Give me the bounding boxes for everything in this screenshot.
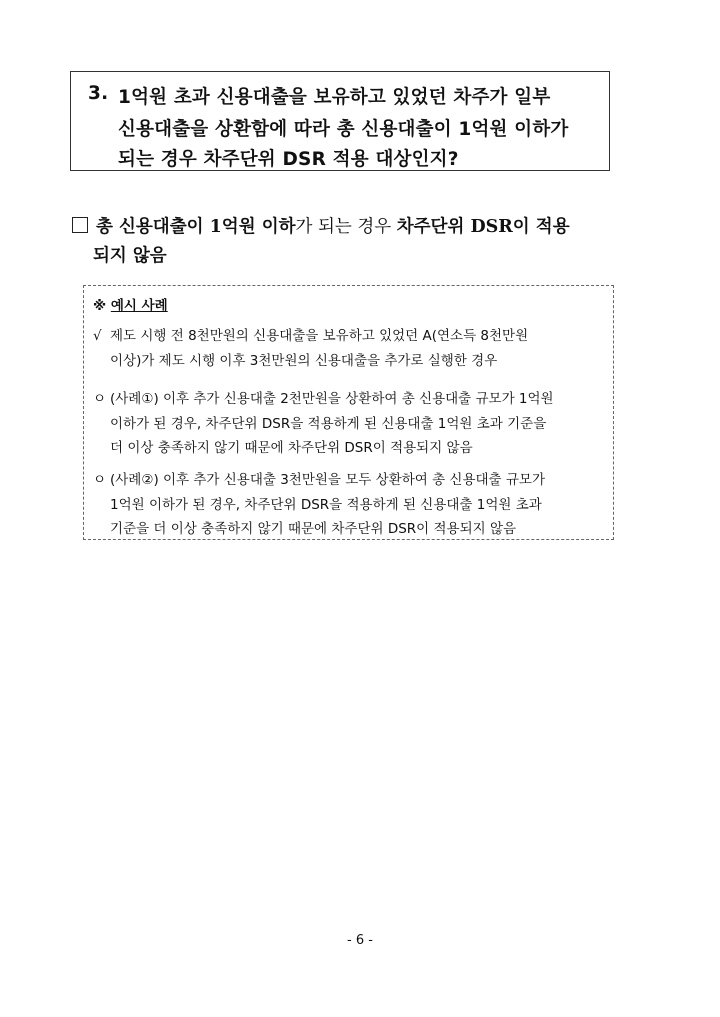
case1-line-3: 더 이상 충족하지 않기 때문에 차주단위 DSR이 적용되지 않음	[110, 440, 473, 456]
question-box	[70, 71, 610, 171]
question-line-3: 되는 경우 차주단위 DSR 적용 대상인지?	[118, 149, 459, 170]
question-number: 3.	[88, 83, 109, 104]
square-bullet-icon	[72, 217, 88, 233]
case2-line-2: 1억원 이하가 된 경우, 차주단위 DSR을 적용하게 된 신용대출 1억원 초과	[110, 497, 542, 513]
circle-bullet-icon: ㅇ	[93, 472, 107, 488]
answer-line-1	[72, 212, 570, 242]
reference-mark-icon: ※	[93, 298, 107, 314]
case1-line-2: 이하가 된 경우, 차주단위 DSR을 적용하게 된 신용대출 1억원 초과 기준을	[110, 416, 547, 432]
page-number: - 6 -	[347, 933, 373, 948]
answer-part-2: 가 되는 경우	[295, 217, 397, 237]
example-box	[83, 285, 614, 540]
question-line-1: 1억원 초과 신용대출을 보유하고 있었던 차주가 일부	[118, 87, 551, 108]
example-title	[93, 294, 168, 314]
check-mark-icon: √	[93, 328, 102, 344]
case2-line-1: ㅇ (사례②) 이후 추가 신용대출 3천만원을 모두 상환하여 총 신용대출 규모가	[93, 468, 545, 488]
answer-part-1: 총 신용대출이 1억원 이하	[96, 217, 296, 237]
case2-line-3: 기준을 더 이상 충족하지 않기 때문에 차주단위 DSR이 적용되지 않음	[110, 521, 517, 537]
check-line-2: 이상)가 제도 시행 이후 3천만원의 신용대출을 추가로 실행한 경우	[110, 353, 498, 369]
example-title-text: 예시 사례	[110, 298, 168, 314]
check-line-1: √ 제도 시행 전 8천만원의 신용대출을 보유하고 있었던 A(연소득 8천만원	[93, 328, 529, 344]
case1-line-1: ㅇ (사례①) 이후 추가 신용대출 2천만원을 상환하여 총 신용대출 규모가 1억원	[93, 387, 554, 407]
answer-line-2: 되지 않음	[93, 246, 167, 266]
answer-part-3: 차주단위 DSR이 적용	[396, 217, 570, 237]
question-line-2: 신용대출을 상환함에 따라 총 신용대출이 1억원 이하가	[118, 119, 569, 140]
circle-bullet-icon: ㅇ	[93, 391, 107, 407]
